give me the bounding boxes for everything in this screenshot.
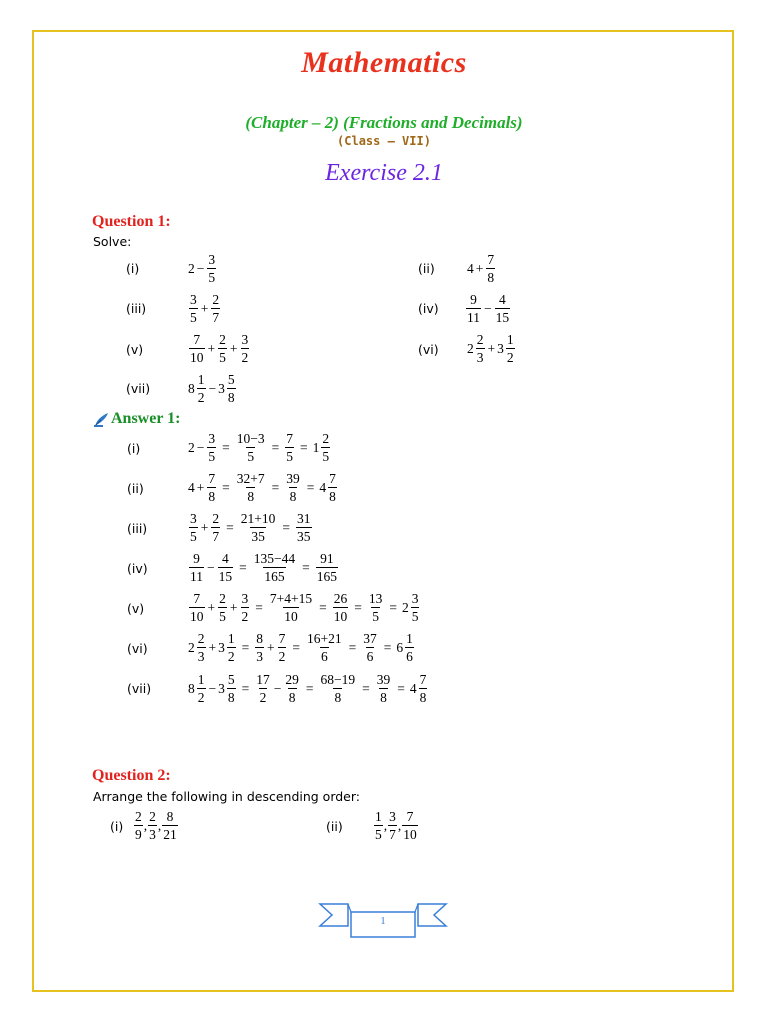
fraction: 5 8: [227, 372, 235, 405]
fraction: $\frac{5}{8}$: [227, 672, 235, 705]
fraction: 8 21: [163, 809, 177, 842]
fraction: $\frac{4}{15}$: [495, 292, 510, 325]
q2-item-expression: 2 9 , 2 3 , 8 21: [135, 809, 177, 842]
fraction: 2 3: [197, 631, 205, 664]
fraction: $\frac{31}{35}$: [297, 511, 311, 544]
chapter-heading: (Chapter – 2) (Fractions and Decimals): [245, 113, 523, 132]
a1-item-expression: 3 5 + $\frac{2}{7}$ = $\frac{21+10}{35}$ = $\frac{31}{35}$: [190, 511, 311, 544]
fraction: $\frac{7}{5}$: [286, 431, 293, 464]
q1-item-label: (vii): [126, 381, 151, 396]
fraction: $\frac{2}{7}$: [212, 292, 220, 325]
fraction: $\frac{26}{10}$: [333, 591, 348, 624]
answer-1-heading: Answer 1:: [111, 410, 181, 427]
fraction: 3 5: [190, 292, 197, 325]
fraction: $\frac{10-3}{5}$: [236, 431, 265, 464]
fraction: $\frac{3}{5}$: [208, 431, 216, 464]
fraction: $\frac{2}{5}$: [219, 591, 226, 624]
q1-item-label: (ii): [418, 261, 435, 276]
fraction: $\frac{7}{8}$: [487, 252, 495, 285]
fraction: $\frac{39}{8}$: [286, 471, 300, 504]
fraction: $\frac{7+4+15}{10}$: [269, 591, 313, 624]
a1-item-label: (v): [127, 601, 145, 616]
fraction: $\frac{2}{7}$: [212, 511, 220, 544]
fraction: 7 8: [419, 672, 427, 705]
a1-item-expression: 9 11 − $\frac{4}{15}$ = $\frac{135-44}{165}$ = $\frac{91}{165}$: [190, 551, 337, 584]
fraction: 7 10: [403, 809, 417, 842]
q1-item-label: (iii): [126, 301, 147, 316]
a1-item-label: (iii): [127, 521, 148, 536]
fraction: $\frac{3}{2}$: [241, 332, 249, 365]
a1-item-label: (i): [127, 441, 141, 456]
fraction: $\frac{3}{5}$: [208, 252, 216, 285]
q1-item-label: (v): [126, 342, 144, 357]
fraction: 7 8: [329, 471, 336, 504]
question-2-heading: Question 2:: [92, 767, 171, 784]
fraction: $\frac{8}{3}$: [256, 631, 263, 664]
fraction: 1 6: [406, 631, 413, 664]
q1-item-label: (iv): [418, 301, 439, 316]
q1-item-expression: 3 5 + $\frac{2}{7}$: [190, 292, 220, 325]
fraction: $\frac{68-19}{8}$: [320, 672, 356, 705]
exercise-heading: Exercise 2.1: [325, 160, 443, 186]
fraction: 7 10: [190, 332, 204, 365]
question-1-heading: Question 1:: [92, 213, 171, 230]
fraction: 7 10: [190, 591, 204, 624]
fraction: 2 5: [322, 431, 330, 464]
fraction: $\frac{17}{2}$: [256, 672, 270, 705]
q1-item-label: (i): [126, 261, 140, 276]
fraction: 1 2: [506, 332, 514, 365]
question-1-instruction: Solve:: [93, 234, 132, 249]
fraction: $\frac{7}{2}$: [278, 631, 286, 664]
a1-item-label: (vi): [127, 641, 148, 656]
q1-item-expression: 8 1 2 − 3 5 8: [188, 372, 235, 405]
math-term: 4: [467, 260, 474, 276]
fraction: 2 9: [135, 809, 142, 842]
question-2-instruction: Arrange the following in descending order:: [93, 789, 360, 804]
q1-item-expression: 9 11 − $\frac{4}{15}$: [467, 292, 510, 325]
q1-item-expression: 4 + $\frac{7}{8}$: [467, 252, 495, 285]
fraction: $\frac{135-44}{165}$: [253, 551, 296, 584]
fraction: 3 5: [411, 591, 419, 624]
fraction: 9 11: [467, 292, 480, 325]
fraction: $\frac{21+10}{35}$: [240, 511, 276, 544]
fraction: $\frac{2}{5}$: [219, 332, 226, 365]
fraction: 3 7: [389, 809, 396, 842]
fraction: $\frac{39}{8}$: [376, 672, 391, 705]
fraction: 1 2: [197, 672, 205, 705]
q1-item-expression: 7 10 + $\frac{2}{5}$ + $\frac{3}{2}$: [190, 332, 249, 365]
fraction: $\frac{4}{15}$: [218, 551, 233, 584]
fraction: $\frac{91}{165}$: [316, 551, 337, 584]
fraction: $\frac{1}{2}$: [227, 631, 235, 664]
fraction: 2 3: [476, 332, 484, 365]
fraction: $\frac{16+21}{6}$: [307, 631, 342, 664]
fraction: 2 3: [149, 809, 156, 842]
a1-item-expression: 8 1 2 − 3 $\frac{5}{8}$ = $\frac{17}{2}$ − $\frac{29}{8}$ = $\frac{68-19}{8}$ = $\frac{39}{8}$ = 4 7 8: [188, 672, 427, 705]
fraction: $\frac{3}{2}$: [241, 591, 249, 624]
fraction: $\frac{32+7}{8}$: [236, 471, 265, 504]
class-label: (Class – VII): [337, 134, 431, 148]
q1-item-label: (vi): [418, 342, 439, 357]
q1-item-expression: 2 2 3 + 3 1 2: [467, 332, 514, 365]
fraction: $\frac{37}{6}$: [363, 631, 377, 664]
page-number: 1: [380, 915, 386, 927]
a1-item-expression: 4 + $\frac{7}{8}$ = $\frac{32+7}{8}$ = $\frac{39}{8}$ = 4 7 8: [188, 471, 336, 504]
a1-item-expression: 7 10 + $\frac{2}{5}$ + $\frac{3}{2}$ = $\frac{7+4+15}{10}$ = $\frac{26}{10}$ = $\frac{13}{5}$ = 2 3 5: [190, 591, 419, 624]
fraction: $\frac{13}{5}$: [368, 591, 383, 624]
q2-item-label: (i): [110, 819, 124, 834]
a1-item-expression: 2 2 3 + 3 $\frac{1}{2}$ = $\frac{8}{3}$ + $\frac{7}{2}$ = $\frac{16+21}{6}$ = $\frac{37}{6}$ = 6 1 6: [188, 631, 413, 664]
fraction: $\frac{29}{8}$: [285, 672, 299, 705]
a1-item-label: (ii): [127, 481, 144, 496]
q2-item-expression: 1 5 , 3 7 , 7 10: [375, 809, 417, 842]
a1-item-label: (vii): [127, 681, 152, 696]
page-title: Mathematics: [301, 46, 467, 79]
fraction: 3 5: [190, 511, 197, 544]
q1-item-expression: 2 − $\frac{3}{5}$: [188, 252, 216, 285]
quill-pen-icon: [93, 412, 109, 428]
fraction: 1 2: [197, 372, 205, 405]
q2-item-label: (ii): [326, 819, 343, 834]
math-term: 2: [188, 260, 195, 276]
a1-item-label: (iv): [127, 561, 148, 576]
a1-item-expression: 2 − $\frac{3}{5}$ = $\frac{10-3}{5}$ = $\frac{7}{5}$ = 1 2 5: [188, 431, 330, 464]
fraction: 1 5: [375, 809, 382, 842]
fraction: 9 11: [190, 551, 203, 584]
fraction: $\frac{7}{8}$: [208, 471, 216, 504]
